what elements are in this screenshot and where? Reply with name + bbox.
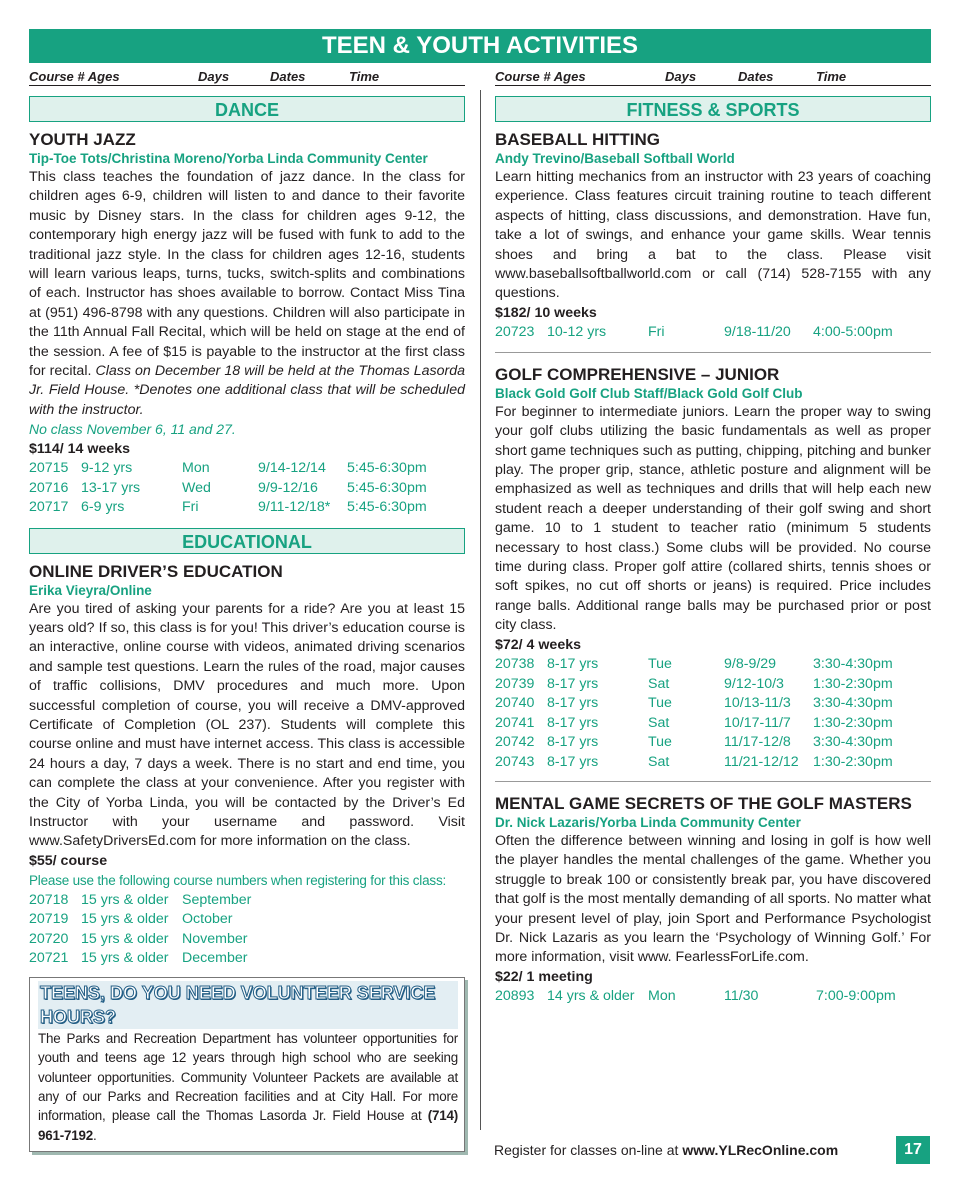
row-dates: 11/30 xyxy=(724,988,759,1005)
row-ages: 8-17 yrs xyxy=(547,675,599,692)
row-num: 20740 xyxy=(495,695,535,712)
row-num: 20720 xyxy=(29,930,69,947)
row-ages: 8-17 yrs xyxy=(547,734,599,751)
course-row xyxy=(495,714,931,734)
row-day: Fri xyxy=(182,499,199,516)
row-time: 5:45-6:30pm xyxy=(347,499,427,516)
course-rows xyxy=(495,987,931,1007)
row-ages: 10-12 yrs xyxy=(547,324,607,341)
row-num: 20893 xyxy=(495,988,535,1005)
row-ages: 8-17 yrs xyxy=(547,714,599,731)
course-row xyxy=(495,753,931,773)
row-time: 3:30-4:30pm xyxy=(813,656,893,673)
row-day: Tue xyxy=(648,695,672,712)
course-title: GOLF COMPREHENSIVE – JUNIOR xyxy=(495,364,780,384)
row-day: Tue xyxy=(648,656,672,673)
description-text: This class teaches the foundation of jazz dance. In the class for children ages 6-9, children will listen to and dance to their favorite music by Disney stars. In the class for children ages 9-12, the contemporary high energy jazz will be fused with funk to add to the traditional jazz style. In the class for children ages 12-16, students will learn various leaps, turns, tucks, switch-splits and combinations of each. Instructor has shoes available to borrow. Contact Miss Tina at (951) 496-8798 with any questions. Children will also participate in the 11th Annual Fall Recital, which will be held on stage at the end of the session. A fee of $15 is payable to the instructor at the first class for recital. xyxy=(29,169,465,380)
course-row xyxy=(495,733,931,753)
row-time: 1:30-2:30pm xyxy=(813,753,893,770)
course-instructor: Andy Trevino/Baseball Softball World xyxy=(495,151,735,166)
row-dates: 9/12-10/3 xyxy=(724,675,784,692)
row-day: Fri xyxy=(648,324,665,341)
row-ages: 15 yrs & older xyxy=(81,950,169,967)
row-time: 3:30-4:30pm xyxy=(813,734,893,751)
course-description: Are you tired of asking your parents for a ride? Are you at least 15 years old? If so, this class is for you! This driver’s education course is an interactive, online course with videos, animated driving scenarios and sample test questions. Learn the rules of the road, major causes of traffic collisions, DMV procedures and much more. Upon successful completion of course, you will receive a DMV-approved Certificate of Completion (OL 237). Students will complete this course online and must have internet access. This class is accessible 24 hours a day, 7 days a week. There is no start and end time, you can complete the class at your convenience. After you register with the City of Yorba Linda, you will be contacted by the Driver’s Ed Instructor with your username and password. Visit www.SafetyDriversEd.com for more information on the class. xyxy=(29,600,465,850)
row-ages: 14 yrs & older xyxy=(547,988,635,1005)
row-num: 20741 xyxy=(495,714,535,731)
course-instructor: Black Gold Golf Club Staff/Black Gold Golf Club xyxy=(495,385,803,401)
row-dates: 11/17-12/8 xyxy=(724,734,791,751)
row-dates: 9/11-12/18* xyxy=(258,499,331,516)
row-month: November xyxy=(182,930,248,947)
row-ages: 8-17 yrs xyxy=(547,656,599,673)
row-day: Sat xyxy=(648,753,670,770)
row-time: 1:30-2:30pm xyxy=(813,714,893,731)
row-dates: 9/14-12/14 xyxy=(258,460,326,477)
volunteer-box xyxy=(29,977,465,1152)
row-time: 1:30-2:30pm xyxy=(813,675,893,692)
course-fee: $55/ course xyxy=(29,852,108,869)
course-title: BASEBALL HITTING xyxy=(495,130,660,149)
volunteer-text xyxy=(38,1029,458,1145)
header-days: Days xyxy=(665,69,697,84)
header-dates: Dates xyxy=(270,69,306,84)
course-title: MENTAL GAME SECRETS OF THE GOLF MASTERS xyxy=(495,794,912,814)
volunteer-title: TEENS, DO YOU NEED VOLUNTEER SERVICE HOURS? xyxy=(38,981,458,1029)
volunteer-phone: (714) 961-7192 xyxy=(38,1108,458,1143)
course-row xyxy=(495,987,931,1007)
row-dates: 11/21-12/12 xyxy=(724,753,799,770)
course-row xyxy=(495,675,931,695)
row-day: Mon xyxy=(648,988,676,1005)
course-row xyxy=(495,323,931,343)
course-fee: $72/ 4 weeks xyxy=(495,636,581,653)
page-banner: TEEN & YOUTH ACTIVITIES xyxy=(29,29,931,63)
section-dance: DANCE xyxy=(29,96,465,122)
row-num: 20719 xyxy=(29,911,69,928)
row-ages: 15 yrs & older xyxy=(81,891,169,908)
row-dates: 9/18-11/20 xyxy=(724,324,791,341)
registration-note: Please use the following course numbers when registering for this class: xyxy=(29,873,447,889)
row-ages: 15 yrs & older xyxy=(81,911,169,928)
header-time: Time xyxy=(816,69,847,84)
separator xyxy=(495,352,931,353)
course-description: For beginner to intermediate juniors. Learn the proper way to swing your golf clubs utilizing the basic fundamentals as well as proper short game techniques such as putting, chipping, pitching and bunker play. The proper grip, stance, athletic posture and alignment will be emphasized as well as techniques and drills that will help each new student reach a deeper understanding of their golf swing and short game. 10 to 1 student to teacher ratio (minimum 5 students necessary to host class.) Some clubs will be provided. No course time during class. Proper golf attire (collared shirts, tennis shoes or soft spikes, no cut off shorts or jeans) is required. Price includes range balls. Additional range balls may be purchased prior or post city class. xyxy=(495,403,931,634)
row-ages: 13-17 yrs xyxy=(81,479,141,496)
row-ages: 6-9 yrs xyxy=(81,499,125,516)
row-time: 7:00-9:00pm xyxy=(816,988,896,1005)
row-num: 20718 xyxy=(29,891,69,908)
row-num: 20723 xyxy=(495,324,535,341)
row-num: 20743 xyxy=(495,753,535,770)
course-note: No class November 6, 11 and 27. xyxy=(29,421,236,438)
column-divider xyxy=(480,90,481,1130)
course-row xyxy=(29,910,465,930)
course-row xyxy=(29,479,465,499)
separator xyxy=(495,781,931,782)
row-num: 20738 xyxy=(495,656,535,673)
course-rows xyxy=(495,655,931,772)
course-row xyxy=(29,459,465,479)
description-italic: Class on December 18 will be held at the Thomas Lasorda Jr. Field House. *Denotes one additional class that will be scheduled with the instructor. xyxy=(29,363,466,418)
row-day: Sat xyxy=(648,714,670,731)
course-row xyxy=(495,655,931,675)
footer-link[interactable]: www.YLRecOnline.com xyxy=(682,1142,839,1158)
course-rows xyxy=(495,323,931,343)
course-row xyxy=(29,949,465,969)
course-description: Often the difference between winning and losing in golf is how well the player handles the mental challenges of the game. Whether you struggle to break 100 or consistently break par, you have discovered that golf is the most mentally demanding of all sports. No matter what your present level of play, join Sport and Performance Psychologist Dr. Nick Lazaris as you learn the ‘Psychology of Winning Golf.’ For more information, visit www. FearlessForLife.com. xyxy=(495,833,931,966)
row-month: December xyxy=(182,950,248,967)
row-time: 3:30-4:30pm xyxy=(813,695,893,712)
course-rows xyxy=(29,459,465,518)
footer-text: Register for classes on-line at xyxy=(494,1142,679,1158)
course-fee: $22/ 1 meeting xyxy=(495,968,593,985)
row-num: 20716 xyxy=(29,479,69,496)
row-dates: 9/8-9/29 xyxy=(724,656,777,673)
right-column-header xyxy=(495,69,931,86)
course-rows xyxy=(29,891,465,969)
row-ages: 9-12 yrs xyxy=(81,460,133,477)
header-time: Time xyxy=(349,69,380,84)
section-fitness-sports: FITNESS & SPORTS xyxy=(495,96,931,122)
row-dates: 9/9-12/16 xyxy=(258,479,318,496)
row-time: 5:45-6:30pm xyxy=(347,479,427,496)
left-column-header xyxy=(29,69,465,86)
header-dates: Dates xyxy=(738,69,774,84)
header-course: Course # Ages xyxy=(29,69,120,84)
row-num: 20739 xyxy=(495,675,535,692)
row-time: 5:45-6:30pm xyxy=(347,460,427,477)
course-instructor: Tip-Toe Tots/Christina Moreno/Yorba Linda Community Center xyxy=(29,151,428,166)
course-row xyxy=(29,891,465,911)
volunteer-end: . xyxy=(93,1127,97,1143)
footer xyxy=(494,1141,838,1159)
volunteer-body: The Parks and Recreation Department has volunteer opportunities for youth and teens age 12 years through high school who are seeking volunteer opportunities. Community Volunteer Packets are available at any of our Parks and Recreation facilities and at City Hall. For more information, please call the Thomas Lasorda Jr. Field House at xyxy=(38,1030,458,1124)
row-month: October xyxy=(182,911,233,928)
course-description xyxy=(29,168,465,420)
row-day: Mon xyxy=(182,460,210,477)
row-num: 20721 xyxy=(29,950,69,967)
course-row xyxy=(29,930,465,950)
course-row xyxy=(495,694,931,714)
row-ages: 8-17 yrs xyxy=(547,695,599,712)
page-number: 17 xyxy=(896,1136,930,1164)
row-dates: 10/17-11/7 xyxy=(724,714,791,731)
course-title: YOUTH JAZZ xyxy=(29,130,136,149)
row-day: Tue xyxy=(648,734,672,751)
row-day: Wed xyxy=(182,479,211,496)
row-day: Sat xyxy=(648,675,670,692)
left-column xyxy=(29,96,465,1152)
section-educational: EDUCATIONAL xyxy=(29,528,465,554)
row-ages: 15 yrs & older xyxy=(81,930,169,947)
header-days: Days xyxy=(198,69,230,84)
row-num: 20715 xyxy=(29,460,69,477)
header-course: Course # Ages xyxy=(495,69,586,84)
row-ages: 8-17 yrs xyxy=(547,753,599,770)
course-instructor: Dr. Nick Lazaris/Yorba Linda Community Center xyxy=(495,815,801,831)
course-fee: $114/ 14 weeks xyxy=(29,440,130,457)
course-instructor: Erika Vieyra/Online xyxy=(29,582,152,598)
course-title: ONLINE DRIVER’S EDUCATION xyxy=(29,561,283,581)
course-row xyxy=(29,498,465,518)
right-column xyxy=(495,96,931,1007)
course-fee: $182/ 10 weeks xyxy=(495,304,597,321)
row-time: 4:00-5:00pm xyxy=(813,324,893,341)
row-num: 20717 xyxy=(29,499,69,516)
row-month: September xyxy=(182,891,252,908)
row-num: 20742 xyxy=(495,734,535,751)
course-description: Learn hitting mechanics from an instructor with 23 years of coaching experience. Class features circuit training routine to teach different aspects of hitting, class discussions, and demonstration. Have fun, take a lot of swings, and enhance your game skills. Wear tennis shoes and bring a bat to the class. Please visit www.baseballsoftballworld.com or call (714) 528-7155 with any questions. xyxy=(495,169,931,302)
row-dates: 10/13-11/3 xyxy=(724,695,791,712)
